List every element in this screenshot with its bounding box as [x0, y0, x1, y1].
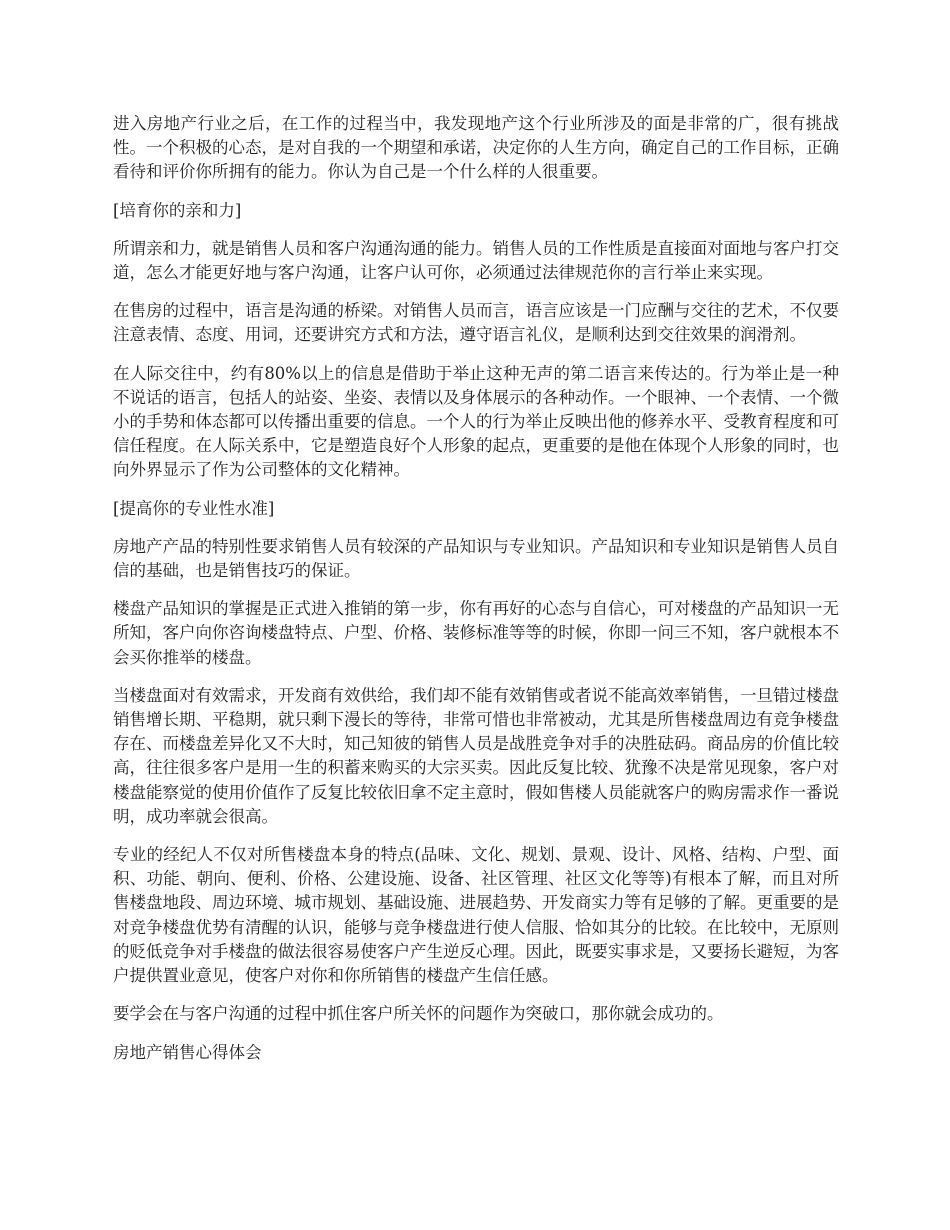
paragraph-effective-sales: 当楼盘面对有效需求，开发商有效供给，我们却不能有效销售或者说不能高效率销售，一旦错过楼盘销售增长期、平稳期，就只剩下漫长的等待，非常可惜也非常被动，尤其是所售楼盘周边有竞争楼盘存在、而楼盘差异化又不大时，知己知彼的销售人员是战胜竞争对手的决胜砝码。商品房的价值比较高，往往很多客户是用一生的积蓄来购买的大宗买卖。因此反复比较、犹豫不决是常见现象，客户对楼盘能察觉的使用价值作了反复比较依旧拿不定主意时，假如售楼人员能就客户的购房需求作一番说明，成功率就会很高。	[113, 685, 839, 826]
paragraph-affinity-definition: 所谓亲和力，就是销售人员和客户沟通沟通的能力。销售人员的工作性质是直接面对面地与客户打交道，怎么才能更好地与客户沟通，让客户认可你，必须通过法律规范你的言行举止来实现。	[113, 238, 839, 283]
paragraph-intro: 进入房地产行业之后，在工作的过程当中，我发现地产这个行业所涉及的面是非常的广，很有挑战性。一个积极的心态，是对自我的一个期望和承诺，决定你的人生方向，确定自己的工作目标，正确看待和评价你所拥有的能力。你认为自己是一个什么样的人很重要。	[113, 114, 839, 182]
section-heading-professionalism: [提高你的专业性水准]	[113, 498, 275, 518]
paragraph-breakthrough: 要学会在与客户沟通的过程中抓住客户所关怀的问题作为突破口，那你就会成功的。	[113, 1004, 724, 1024]
paragraph-product-knowledge: 房地产产品的特别性要求销售人员有较深的产品知识与专业知识。产品知识和专业知识是销售人员自信的基础，也是销售技巧的保证。	[113, 536, 839, 581]
paragraph-language: 在售房的过程中，语言是沟通的桥梁。对销售人员而言，语言应该是一门应酬与交往的艺术，不仅要注意表情、态度、用词，还要讲究方式和方法，遵守语言礼仪，是顺利达到交往效果的润滑剂。	[113, 301, 839, 345]
document-body	[113, 112, 839, 1079]
closing-title: 房地产销售心得体会	[113, 1042, 262, 1062]
paragraph-professional-agent: 专业的经纪人不仅对所售楼盘本身的特点(品味、文化、规划、景观、设计、风格、结构、户型、面积、功能、朝向、便利、价格、公建设施、设备、社区管理、社区文化等等)有根本了解，而且对所售楼盘地段、周边环境、城市规划、基础设施、进展趋势、开发商实力等有足够的了解。更重要的是对竞争楼盘优势有清醒的认识，能够与竞争楼盘进行使人信服、恰如其分的比较。在比较中，无原则的贬低竞争对手楼盘的做法很容易使客户产生逆反心理。因此，既要实事求是，又要扬长避短，为客户提供置业意见，使客户对你和你所销售的楼盘产生信任感。	[113, 845, 839, 986]
section-heading-affinity: [培育你的亲和力]	[113, 200, 242, 220]
paragraph-body-language: 在人际交往中，约有80%以上的信息是借助于举止这种无声的第二语言来传达的。行为举止是一种不说话的语言，包括人的站姿、坐姿、表情以及身体展示的各种动作。一个眼神、一个表情、一个微小的手势和体态都可以传播出重要的信息。一个人的行为举止反映出他的修养水平、受教育程度和可信任程度。在人际关系中，它是塑造良好个人形象的起点，更重要的是他在体现个人形象的同时，也向外界显示了作为公司整体的文化精神。	[113, 363, 839, 480]
paragraph-first-step: 楼盘产品知识的掌握是正式进入推销的第一步，你有再好的心态与自信心，可对楼盘的产品知识一无所知，客户向你咨询楼盘特点、户型、价格、装修标准等等的时候，你即一问三不知，客户就根本不会买你推举的楼盘。	[113, 599, 839, 667]
